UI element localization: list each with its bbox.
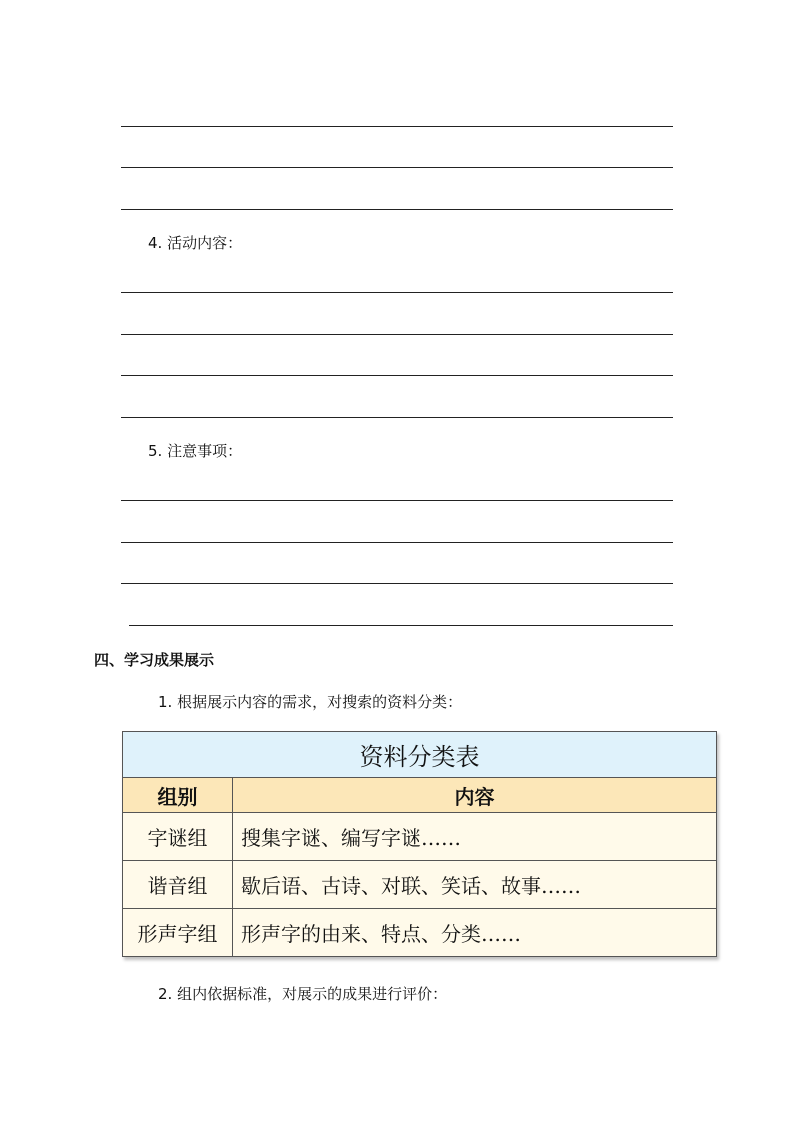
column-header-group: 组别 — [123, 778, 233, 813]
table-row — [123, 909, 717, 957]
activity-content-label: 4. 活动内容： — [148, 234, 243, 252]
table-cell-content: 形声字的由来、特点、分类…… — [233, 909, 717, 957]
table-row — [123, 813, 717, 861]
writing-line — [121, 167, 673, 168]
table-cell-group: 谐音组 — [123, 861, 233, 909]
column-header-content: 内容 — [233, 778, 717, 813]
table-header-row — [123, 778, 717, 813]
notes-label: 5. 注意事项： — [148, 442, 243, 460]
table-cell-group: 字谜组 — [123, 813, 233, 861]
writing-line — [121, 126, 673, 127]
table-cell-content: 歇后语、古诗、对联、笑话、故事…… — [233, 861, 717, 909]
table-title: 资料分类表 — [123, 732, 717, 778]
instruction-2: 2. 组内依据标准，对展示的成果进行评价： — [158, 985, 448, 1003]
writing-line — [121, 375, 673, 376]
table-title-row — [123, 732, 717, 778]
instruction-1: 1. 根据展示内容的需求，对搜索的资料分类： — [158, 693, 463, 711]
writing-line — [121, 334, 673, 335]
table-row — [123, 861, 717, 909]
writing-line — [121, 292, 673, 293]
writing-line — [129, 625, 673, 626]
writing-line — [121, 417, 673, 418]
writing-line — [121, 209, 673, 210]
writing-line — [121, 542, 673, 543]
table-cell-content: 搜集字谜、编写字谜…… — [233, 813, 717, 861]
writing-line — [121, 500, 673, 501]
section-heading: 四、学习成果展示 — [94, 651, 215, 669]
writing-line — [121, 583, 673, 584]
classification-table — [122, 731, 717, 957]
table-cell-group: 形声字组 — [123, 909, 233, 957]
